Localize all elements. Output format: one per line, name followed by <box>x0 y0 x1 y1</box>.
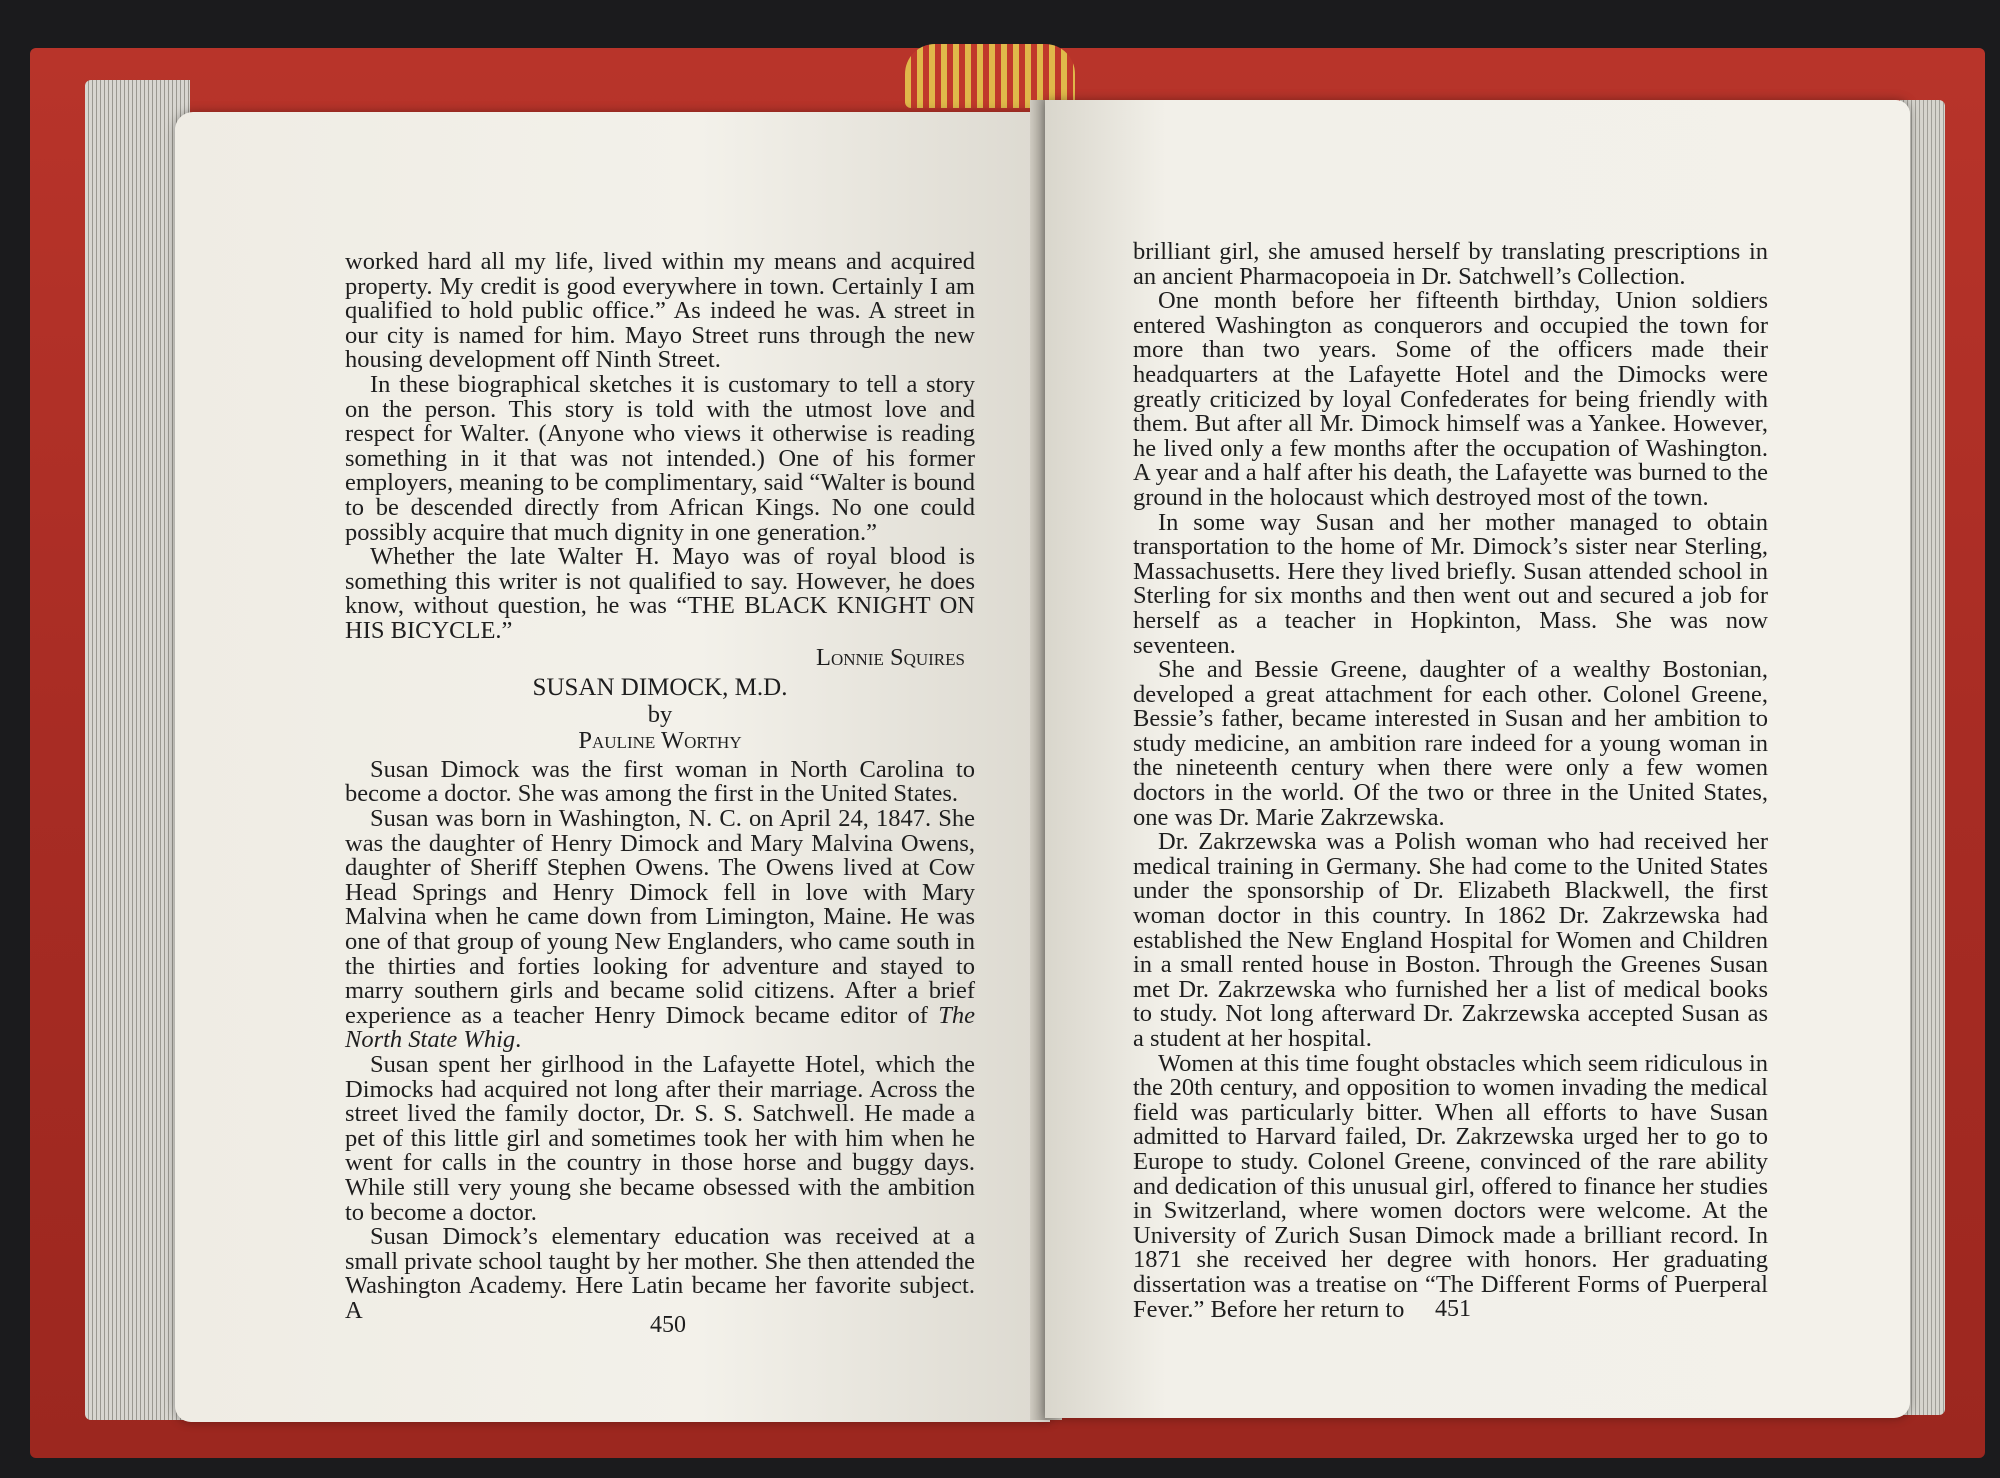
paragraph: Dr. Zakrzewska was a Polish woman who had received her medical training in Germany. She had come to the United States under the sponsorship of Dr. Elizabeth Blackwell, the first woman doctor in this country. In 1862 Dr. Zakrzewska had established the New England Hospital for Women and Children in a small rented house in Boston. Through the Greenes Susan met Dr. Zakrzewska who furnished her a list of medical books to study. Not long afterward Dr. Zakrzewska accepted Susan as a student at her hospital. <box>1133 828 1768 1052</box>
right-page <box>1045 100 1910 1418</box>
paragraph: In these biographical sketches it is customary to tell a story on the person. This story is told with the utmost love and respect for Walter. (Anyone who views it otherwise is reading something in it that was not intended.) One of his former employers, meaning to be complimentary, said “Walter is bound to be descended directly from African Kings. No one could possibly acquire that much dignity in one generation.” <box>345 370 975 546</box>
paragraph: Susan spent her girlhood in the Lafayette Hotel, which the Dimocks had acquired not long after their marriage. Across the street lived the family doctor, Dr. S. S. Satchwell. He made a pet of this little girl and sometimes took her with him when he went for calls in the country in those horse and buggy days. While still very young she became obsessed with the ambition to become a doctor. <box>345 1051 975 1226</box>
page-number: 450 <box>650 1312 686 1338</box>
byline-by: by <box>647 700 673 728</box>
paragraph: In some way Susan and her mother managed to obtain transportation to the home of Mr. Dimock’s sister near Sterling, Massachusetts. Here they lived briefly. Susan attended school in Sterling for six months and then went out and secured a job for herself as a teacher in Hopkinton, Mass. She was now seventeen. <box>1133 508 1768 659</box>
paragraph: Susan was born in Washington, N. C. on April 24, 1847. She was the daughter of Henry Dimock and Mary Malvina Owens, daughter of Sheriff Stephen Owens. The Owens lived at Cow Head Springs and Henry Dimock fell in love with Mary Malvina when he came down from Limington, Maine. He was one of that group of young New Englanders, who came south in the thirties and forties looking for adventure and stayed to marry southern girls and became solid citizens. After a brief experience as a teacher Henry Dimock became editor of The North State Whig. <box>345 805 975 1054</box>
paragraph: brilliant girl, she amused herself by translating prescriptions in an ancient Pharmacopoeia in Dr. Satchwell’s Collection. <box>1133 238 1768 290</box>
paragraph-text: Susan was born in Washington, N. C. on April 24, 1847. She was the daughter of Henry Dimock and Mary Malvina Owens, daughter of Sheriff Stephen Owens. The Owens lived at Cow Head Springs and Henry Dimock fell in love with Mary Malvina when he came down from Limington, Maine. He was one of that group of young New Englanders, who came south in the thirties and forties looking for adventure and stayed to marry southern girls and became solid citizens. After a brief experience as a teacher Henry Dimock became editor of <box>345 805 975 1029</box>
newspaper-name: The North State Whig <box>345 1001 975 1054</box>
page-number: 451 <box>1435 1296 1471 1322</box>
article-title: SUSAN DIMOCK, M.D. <box>532 674 788 702</box>
left-page <box>175 112 1050 1422</box>
paragraph: Susan Dimock’s elementary education was received at a small private school taught by her mother. She then attended the Washington Academy. Here Latin became her favorite subject. A <box>345 1223 975 1324</box>
right-text-column <box>1133 240 1768 1322</box>
paragraph: One month before her fifteenth birthday, Union soldiers entered Washington as conquerors and occupied the town for more than two years. Some of the officers made their headquarters at the Lafayette Hotel and the Dimocks were greatly criticized by loyal Confederates for being friendly with them. But after all Mr. Dimock himself was a Yankee. However, he lived only a few months after the occupation of Washington. A year and a half after his death, the Lafayette was burned to the ground in the holocaust which destroyed most of the town. <box>1133 287 1768 511</box>
paragraph: Susan Dimock was the first woman in North Carolina to become a doctor. She was among the first in the United States. <box>345 755 975 808</box>
left-text-column <box>345 250 975 1324</box>
paragraph: worked hard all my life, lived within my means and acquired property. My credit is good everywhere in town. Certainly I am qualified to hold public office.” As indeed he was. A street in our city is named for him. Mayo Street runs through the new housing development off Ninth Street. <box>345 248 975 374</box>
article-author: Pauline Worthy <box>578 727 742 755</box>
book-headband <box>905 44 1075 108</box>
paragraph: Whether the late Walter H. Mayo was of royal blood is something this writer is not qualified to say. However, he does know, without question, he was “THE BLACK KNIGHT ON HIS BICYCLE.” <box>345 543 975 644</box>
paragraph: Women at this time fought obstacles which seem ridiculous in the 20th century, and opposition to women invading the medical field was particularly bitter. When all efforts to have Susan admitted to Harvard failed, Dr. Zakrzewska urged her to go to Europe to study. Colonel Greene, convinced of the rare ability and dedication of this unusual girl, offered to finance her studies in Switzerland, where women doctors were welcome. At the University of Zurich Susan Dimock made a brilliant record. In 1871 she received her degree with honors. Her graduating dissertation was a treatise on “The Different Forms of Puerperal Fever.” Before her return to <box>1133 1049 1768 1323</box>
author-signature: Lonnie Squires <box>816 643 965 671</box>
paragraph: She and Bessie Greene, daughter of a wealthy Bostonian, developed a great attachment for each other. Colonel Greene, Bessie’s father, became interested in Susan and her ambition to study medicine, an ambition rare indeed for a young woman in the nineteenth century when there were only a few women doctors in the world. Of the two or three in the United States, one was Dr. Marie Zakrzewska. <box>1133 656 1768 831</box>
